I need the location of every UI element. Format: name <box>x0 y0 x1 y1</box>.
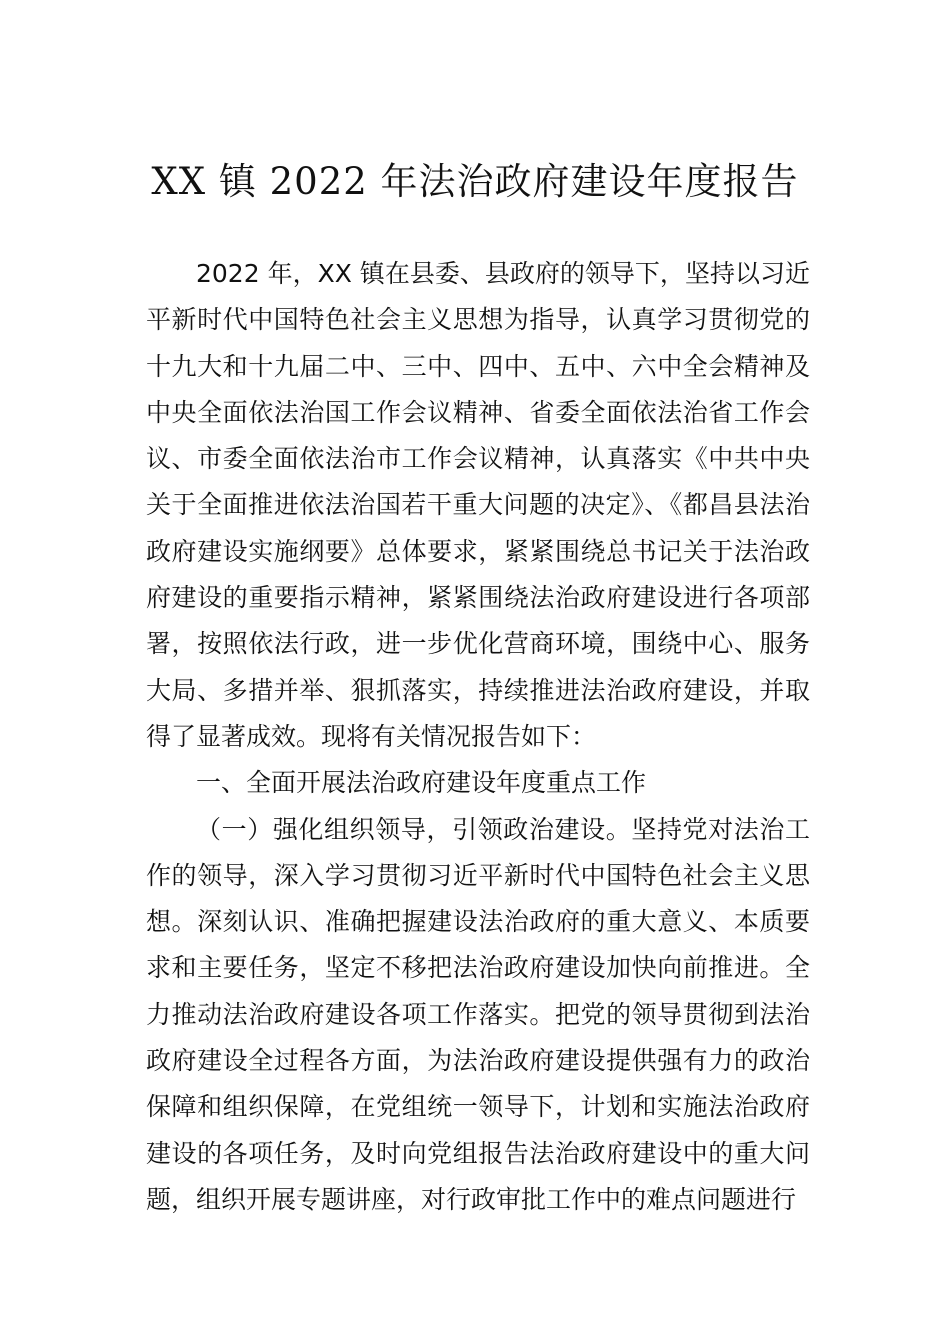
document-title: XX 镇 2022 年法治政府建设年度报告 <box>151 160 799 203</box>
subsection-paragraph: （一）强化组织领导，引领政治建设。坚持党对法治工作的领导，深入学习贯彻习近平新时代中国特色社会主义思想。深刻认识、准确把握建设法治政府的重大意义、本质要求和主要任务，坚定不移把法治政府建设加快向前推进。全力推动法治政府建设各项工作落实。把党的领导贯彻到法治政府建设全过程各方面，为法治政府建设提供强有力的政治保障和组织保障，在党组统一领导下，计划和实施法治政府建设的各项任务，及时向党组报告法治政府建设中的重大问题，组织开展专题讲座，对行政审批工作中的难点问题进行 <box>146 814 810 1214</box>
document-body <box>146 251 810 1223</box>
intro-paragraph: 2022 年，XX 镇在县委、县政府的领导下，坚持以习近平新时代中国特色社会主义思想为指导，认真学习贯彻党的十九大和十九届二中、三中、四中、五中、六中全会精神及中央全面依法治国工作会议精神、省委全面依法治省工作会议、市委全面依法治市工作会议精神，认真落实《中共中央关于全面推进依法治国若干重大问题的决定》、《都昌县法治政府建设实施纲要》总体要求，紧紧围绕总书记关于法治政府建设的重要指示精神，紧紧围绕法治政府建设进行各项部署，按照依法行政，进一步优化营商环境，围绕中心、服务大局、多措并举、狠抓落实，持续推进法治政府建设，并取得了显著成效。现将有关情况报告如下： <box>146 259 810 751</box>
section-heading: 一、全面开展法治政府建设年度重点工作 <box>196 768 647 798</box>
